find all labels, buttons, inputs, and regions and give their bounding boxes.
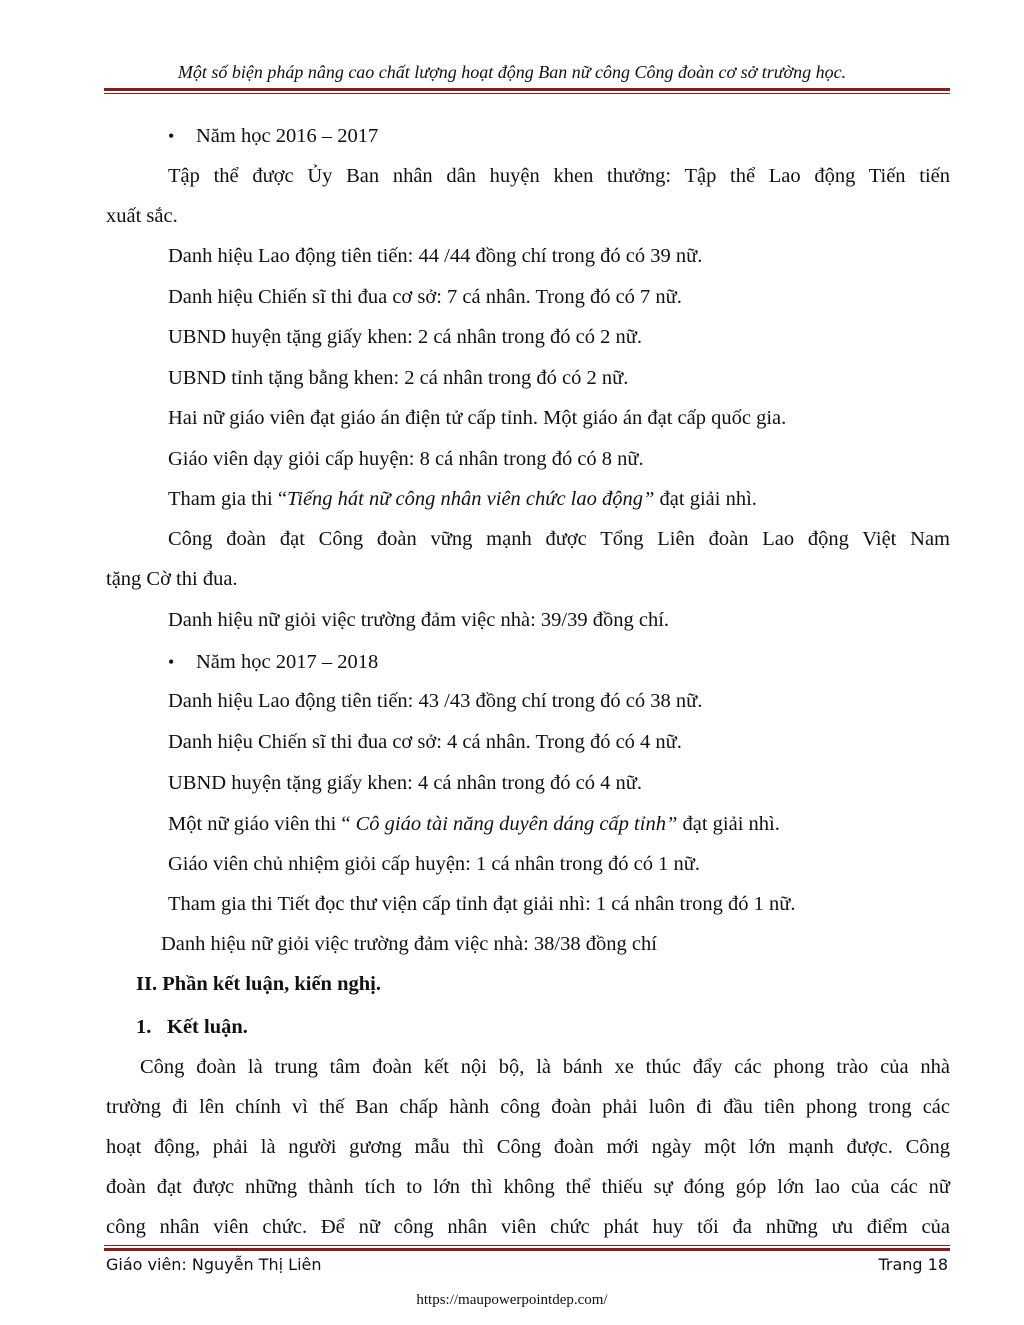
union-line-2: tặng Cờ thi đua. <box>106 568 238 590</box>
achievement-line: UBND tỉnh tặng bằng khen: 2 cá nhân trong đó có 2 nữ. <box>168 367 629 389</box>
collective-line-1: Tập thể được Ủy Ban nhân dân huyện khen thưởng: Tập thể Lao động Tiến tiến <box>168 165 950 187</box>
bullet-item <box>168 650 378 674</box>
bullet-item <box>168 124 378 148</box>
paragraph-line: trường đi lên chính vì thế Ban chấp hành công đoàn phải luôn đi đầu tiên phong trong các <box>106 1096 950 1118</box>
achievement-line: Danh hiệu Chiến sĩ thi đua cơ sở: 7 cá nhân. Trong đó có 7 nữ. <box>168 286 682 308</box>
footer-rule <box>104 1248 950 1251</box>
section-heading: II. Phần kết luận, kiến nghị. <box>136 973 381 995</box>
contest-title: Tiếng hát nữ công nhân viên chức lao động” <box>286 488 655 510</box>
achievement-line: Hai nữ giáo viên đạt giáo án điện tử cấp tỉnh. Một giáo án đạt cấp quốc gia. <box>168 407 787 429</box>
subsection-number: 1. <box>136 1016 152 1038</box>
good-women-line: Danh hiệu nữ giỏi việc trường đảm việc nhà: 38/38 đồng chí <box>161 933 657 955</box>
good-women-line: Danh hiệu nữ giỏi việc trường đảm việc nhà: 39/39 đồng chí. <box>168 609 670 631</box>
paragraph-line: hoạt động, phải là người gương mẫu thì Công đoàn mới ngày một lớn mạnh được. Công <box>106 1136 950 1158</box>
contest-suffix: đạt giải nhì. <box>677 813 780 835</box>
subsection-title: Kết luận. <box>167 1016 248 1038</box>
contest-line <box>168 487 757 511</box>
paragraph-line: công nhân viên chức. Để nữ công nhân viên chức phát huy tối đa những ưu điểm của <box>106 1216 950 1238</box>
paragraph-line: Công đoàn là trung tâm đoàn kết nội bộ, là bánh xe thúc đẩy các phong trào của nhà <box>140 1056 950 1078</box>
contest-line <box>168 812 780 836</box>
header-rule <box>104 88 950 91</box>
contest-prefix: Tham gia thi “ <box>168 488 287 510</box>
footer-teacher: Giáo viên: Nguyễn Thị Liên <box>106 1255 322 1274</box>
header-title: Một số biện pháp nâng cao chất lượng hoạt động Ban nữ công Công đoàn cơ sở trường học. <box>177 62 847 82</box>
contest-prefix: Một nữ giáo viên thi “ <box>168 813 356 835</box>
subsection-heading <box>136 1015 248 1039</box>
header-rule-thin <box>104 93 950 94</box>
achievement-line: Danh hiệu Chiến sĩ thi đua cơ sở: 4 cá nhân. Trong đó có 4 nữ. <box>168 731 682 753</box>
union-line-1: Công đoàn đạt Công đoàn vững mạnh được Tổng Liên đoàn Lao động Việt Nam <box>168 528 950 550</box>
achievement-line: Giáo viên chủ nhiệm giỏi cấp huyện: 1 cá nhân trong đó có 1 nữ. <box>168 853 701 875</box>
bullet-icon: • <box>168 652 175 672</box>
paragraph-line: đoàn đạt được những thành tích to lớn thì không thể thiếu sự đóng góp lớn lao của các nữ <box>106 1176 950 1198</box>
achievement-line: Danh hiệu Lao động tiên tiến: 44 /44 đồng chí trong đó có 39 nữ. <box>168 245 703 267</box>
contest-suffix: đạt giải nhì. <box>654 488 757 510</box>
page-number: Trang 18 <box>878 1255 948 1274</box>
year-heading: Năm học 2016 – 2017 <box>196 125 379 147</box>
year-heading: Năm học 2017 – 2018 <box>196 651 379 673</box>
contest-title: Cô giáo tài năng duyên dáng cấp tỉnh” <box>355 813 678 835</box>
footer-rule-thin <box>104 1245 950 1246</box>
footer-url[interactable]: https://maupowerpointdep.com/ <box>416 1292 608 1308</box>
bullet-icon: • <box>168 126 175 146</box>
collective-line-2: xuất sắc. <box>106 205 178 227</box>
achievement-line: Danh hiệu Lao động tiên tiến: 43 /43 đồng chí trong đó có 38 nữ. <box>168 690 703 712</box>
achievement-line: Tham gia thi Tiết đọc thư viện cấp tỉnh đạt giải nhì: 1 cá nhân trong đó 1 nữ. <box>168 893 796 915</box>
achievement-line: UBND huyện tặng giấy khen: 2 cá nhân trong đó có 2 nữ. <box>168 326 642 348</box>
achievement-line: Giáo viên dạy giỏi cấp huyện: 8 cá nhân trong đó có 8 nữ. <box>168 448 644 470</box>
achievement-line: UBND huyện tặng giấy khen: 4 cá nhân trong đó có 4 nữ. <box>168 772 642 794</box>
